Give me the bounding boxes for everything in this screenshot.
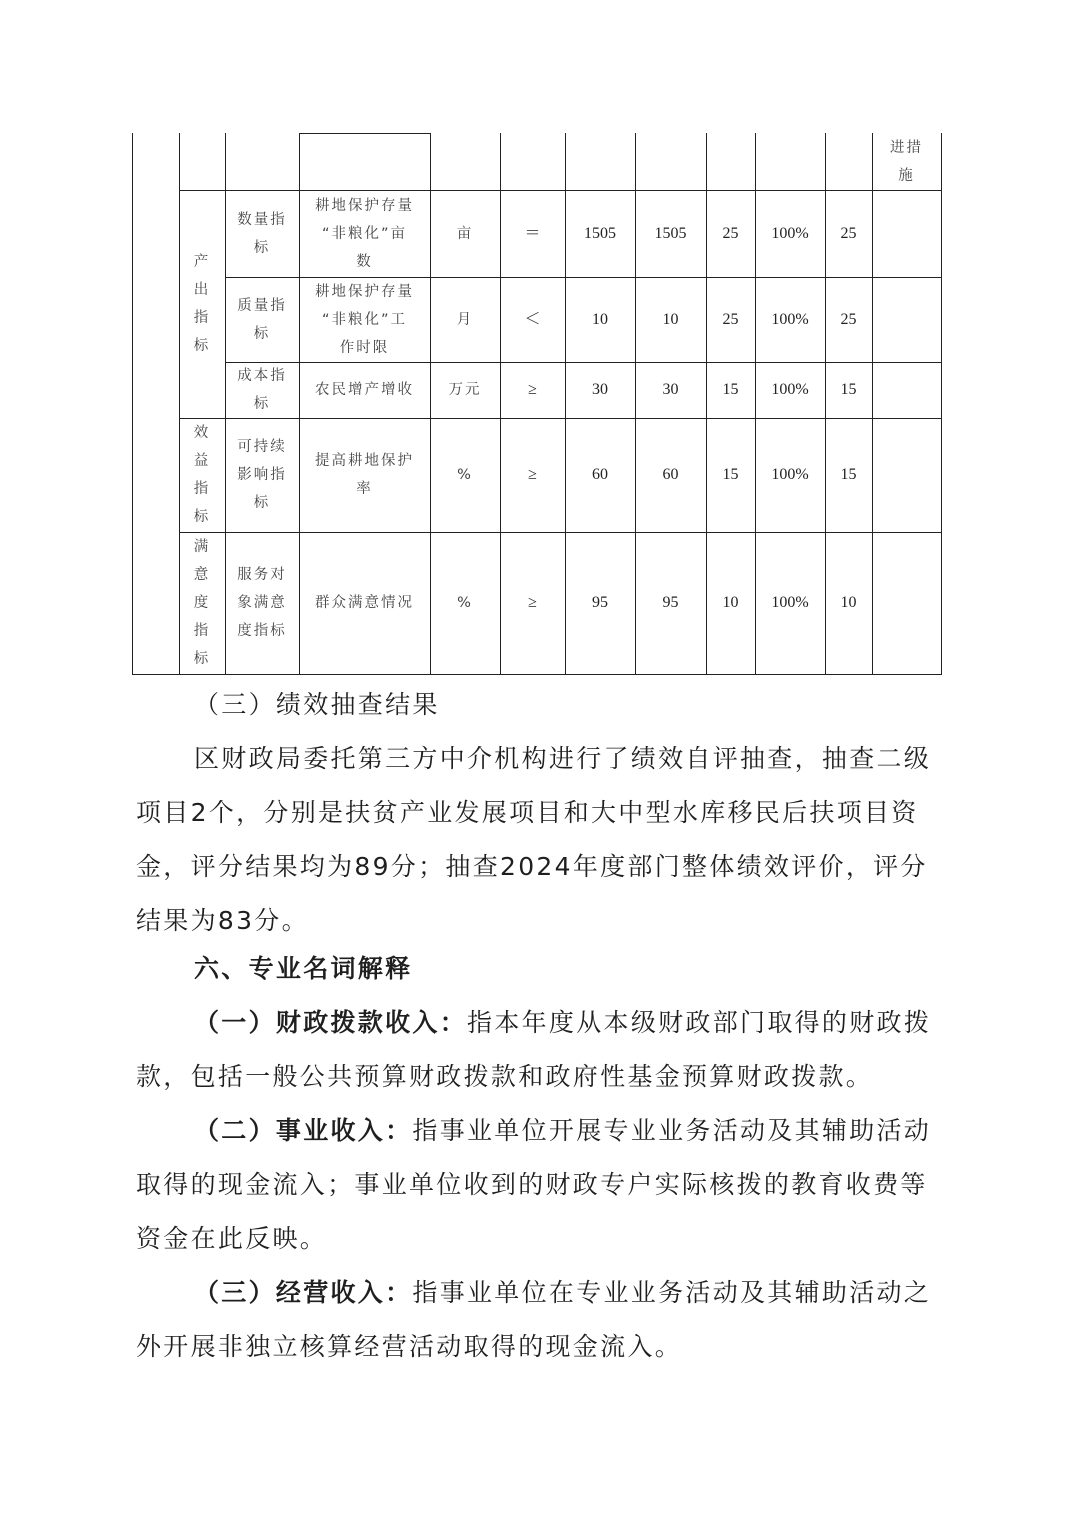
sub-indicator-cell: 成本指 标 — [237, 368, 287, 412]
definition-text: 指本年度从本级财政部门取得的财政拨款，包括一般公共预算财政拨款和政府性基金预算财政拨款。 — [136, 1008, 932, 1091]
score-cell: 15 — [840, 381, 857, 398]
group-label-output: 产 出 指 标 — [193, 254, 211, 354]
indicator-cell: 农民增产增收 — [315, 382, 414, 398]
definition-term: （二）事业收入： — [194, 1116, 413, 1145]
indicator-cell: 群众满意情况 — [315, 595, 414, 611]
completion-rate-cell: 100% — [771, 381, 809, 398]
score-cell: 10 — [840, 594, 857, 611]
completion-rate-cell: 100% — [771, 594, 809, 611]
completion-rate-cell: 100% — [771, 310, 809, 328]
sub-indicator-cell: 质量指 标 — [237, 297, 287, 342]
sub-indicator-cell: 可持续 影响指 标 — [237, 439, 287, 511]
indicator-cell: 提高耕地保护 率 — [315, 453, 414, 497]
performance-indicator-table — [0, 0, 1074, 700]
indicator-cell: 耕地保护存量 “非粮化”亩 数 — [315, 197, 414, 270]
weight-cell: 15 — [722, 381, 739, 398]
operator-cell: ≥ — [528, 381, 537, 398]
completion-rate-cell: 100% — [771, 466, 809, 483]
actual-value-cell: 30 — [662, 381, 679, 398]
unit-cell: 月 — [456, 311, 474, 328]
score-cell: 25 — [840, 310, 857, 328]
definition-text: 指事业单位在专业业务活动及其辅助活动之外开展非独立核算经营活动取得的现金流入。 — [136, 1278, 932, 1361]
section-3-heading — [136, 678, 936, 732]
definition-operating-income — [136, 1266, 936, 1374]
score-cell: 25 — [840, 224, 857, 242]
section-3-body: 区财政局委托第三方中介机构进行了绩效自评抽查，抽查二级项目2个，分别是扶贫产业发展项目和大中型水库移民后扶项目资金，评分结果均为89分；抽查2024年度部门整体绩效评价，评分结果为83分。 — [136, 744, 932, 935]
target-value-cell: 1505 — [584, 224, 616, 242]
target-value-cell: 95 — [592, 594, 608, 611]
definition-text: 指事业单位开展专业业务活动及其辅助活动取得的现金流入；事业单位收到的财政专户实际核拨的教育收费等资金在此反映。 — [136, 1116, 932, 1253]
actual-value-cell: 60 — [662, 466, 679, 483]
sub-indicator-cell: 服务对 象满意 度指标 — [237, 567, 287, 639]
remark-cell: 进措 施 — [890, 139, 923, 184]
operator-cell: ≥ — [528, 466, 537, 483]
operator-cell: ≥ — [528, 594, 537, 611]
remark-cell — [872, 362, 941, 418]
definition-business-income — [136, 1104, 936, 1266]
section-3-heading-text: （三）绩效抽查结果 — [194, 690, 440, 719]
weight-cell: 10 — [722, 594, 739, 611]
remark-cell — [872, 418, 941, 532]
sub-indicator-cell: 数量指 标 — [237, 211, 287, 256]
unit-cell: % — [457, 595, 473, 611]
unit-cell: % — [457, 467, 473, 483]
remark-cell — [872, 532, 941, 674]
score-cell: 15 — [840, 466, 857, 483]
actual-value-cell: 10 — [662, 310, 679, 328]
section-6-heading: 六、专业名词解释 — [194, 954, 413, 983]
definition-term: （三）经营收入： — [194, 1278, 413, 1307]
definition-fiscal-appropriation — [136, 996, 936, 1104]
operator-cell: ＜ — [524, 310, 541, 328]
completion-rate-cell: 100% — [771, 224, 809, 242]
table-vline — [941, 133, 942, 675]
target-value-cell: 30 — [592, 381, 608, 398]
group-label-benefit: 效 益 指 标 — [193, 425, 211, 525]
group-label-satisfaction: 满 意 度 指 标 — [193, 539, 211, 667]
weight-cell: 25 — [722, 224, 739, 242]
actual-value-cell: 95 — [662, 594, 679, 611]
table-hline — [132, 674, 942, 675]
unit-cell: 万元 — [448, 382, 482, 398]
table-vline — [132, 133, 133, 675]
target-value-cell: 10 — [592, 310, 608, 328]
definition-term: （一）财政拨款收入： — [194, 1008, 468, 1037]
unit-cell: 亩 — [456, 225, 474, 242]
operator-cell: ＝ — [524, 224, 541, 242]
weight-cell: 15 — [722, 466, 739, 483]
remark-cell — [872, 277, 941, 362]
indicator-cell: 耕地保护存量 “非粮化”工 作时限 — [315, 283, 414, 356]
actual-value-cell: 1505 — [654, 224, 687, 242]
target-value-cell: 60 — [592, 466, 608, 483]
remark-cell — [872, 190, 941, 277]
weight-cell: 25 — [722, 310, 739, 328]
table-hline — [299, 133, 430, 134]
